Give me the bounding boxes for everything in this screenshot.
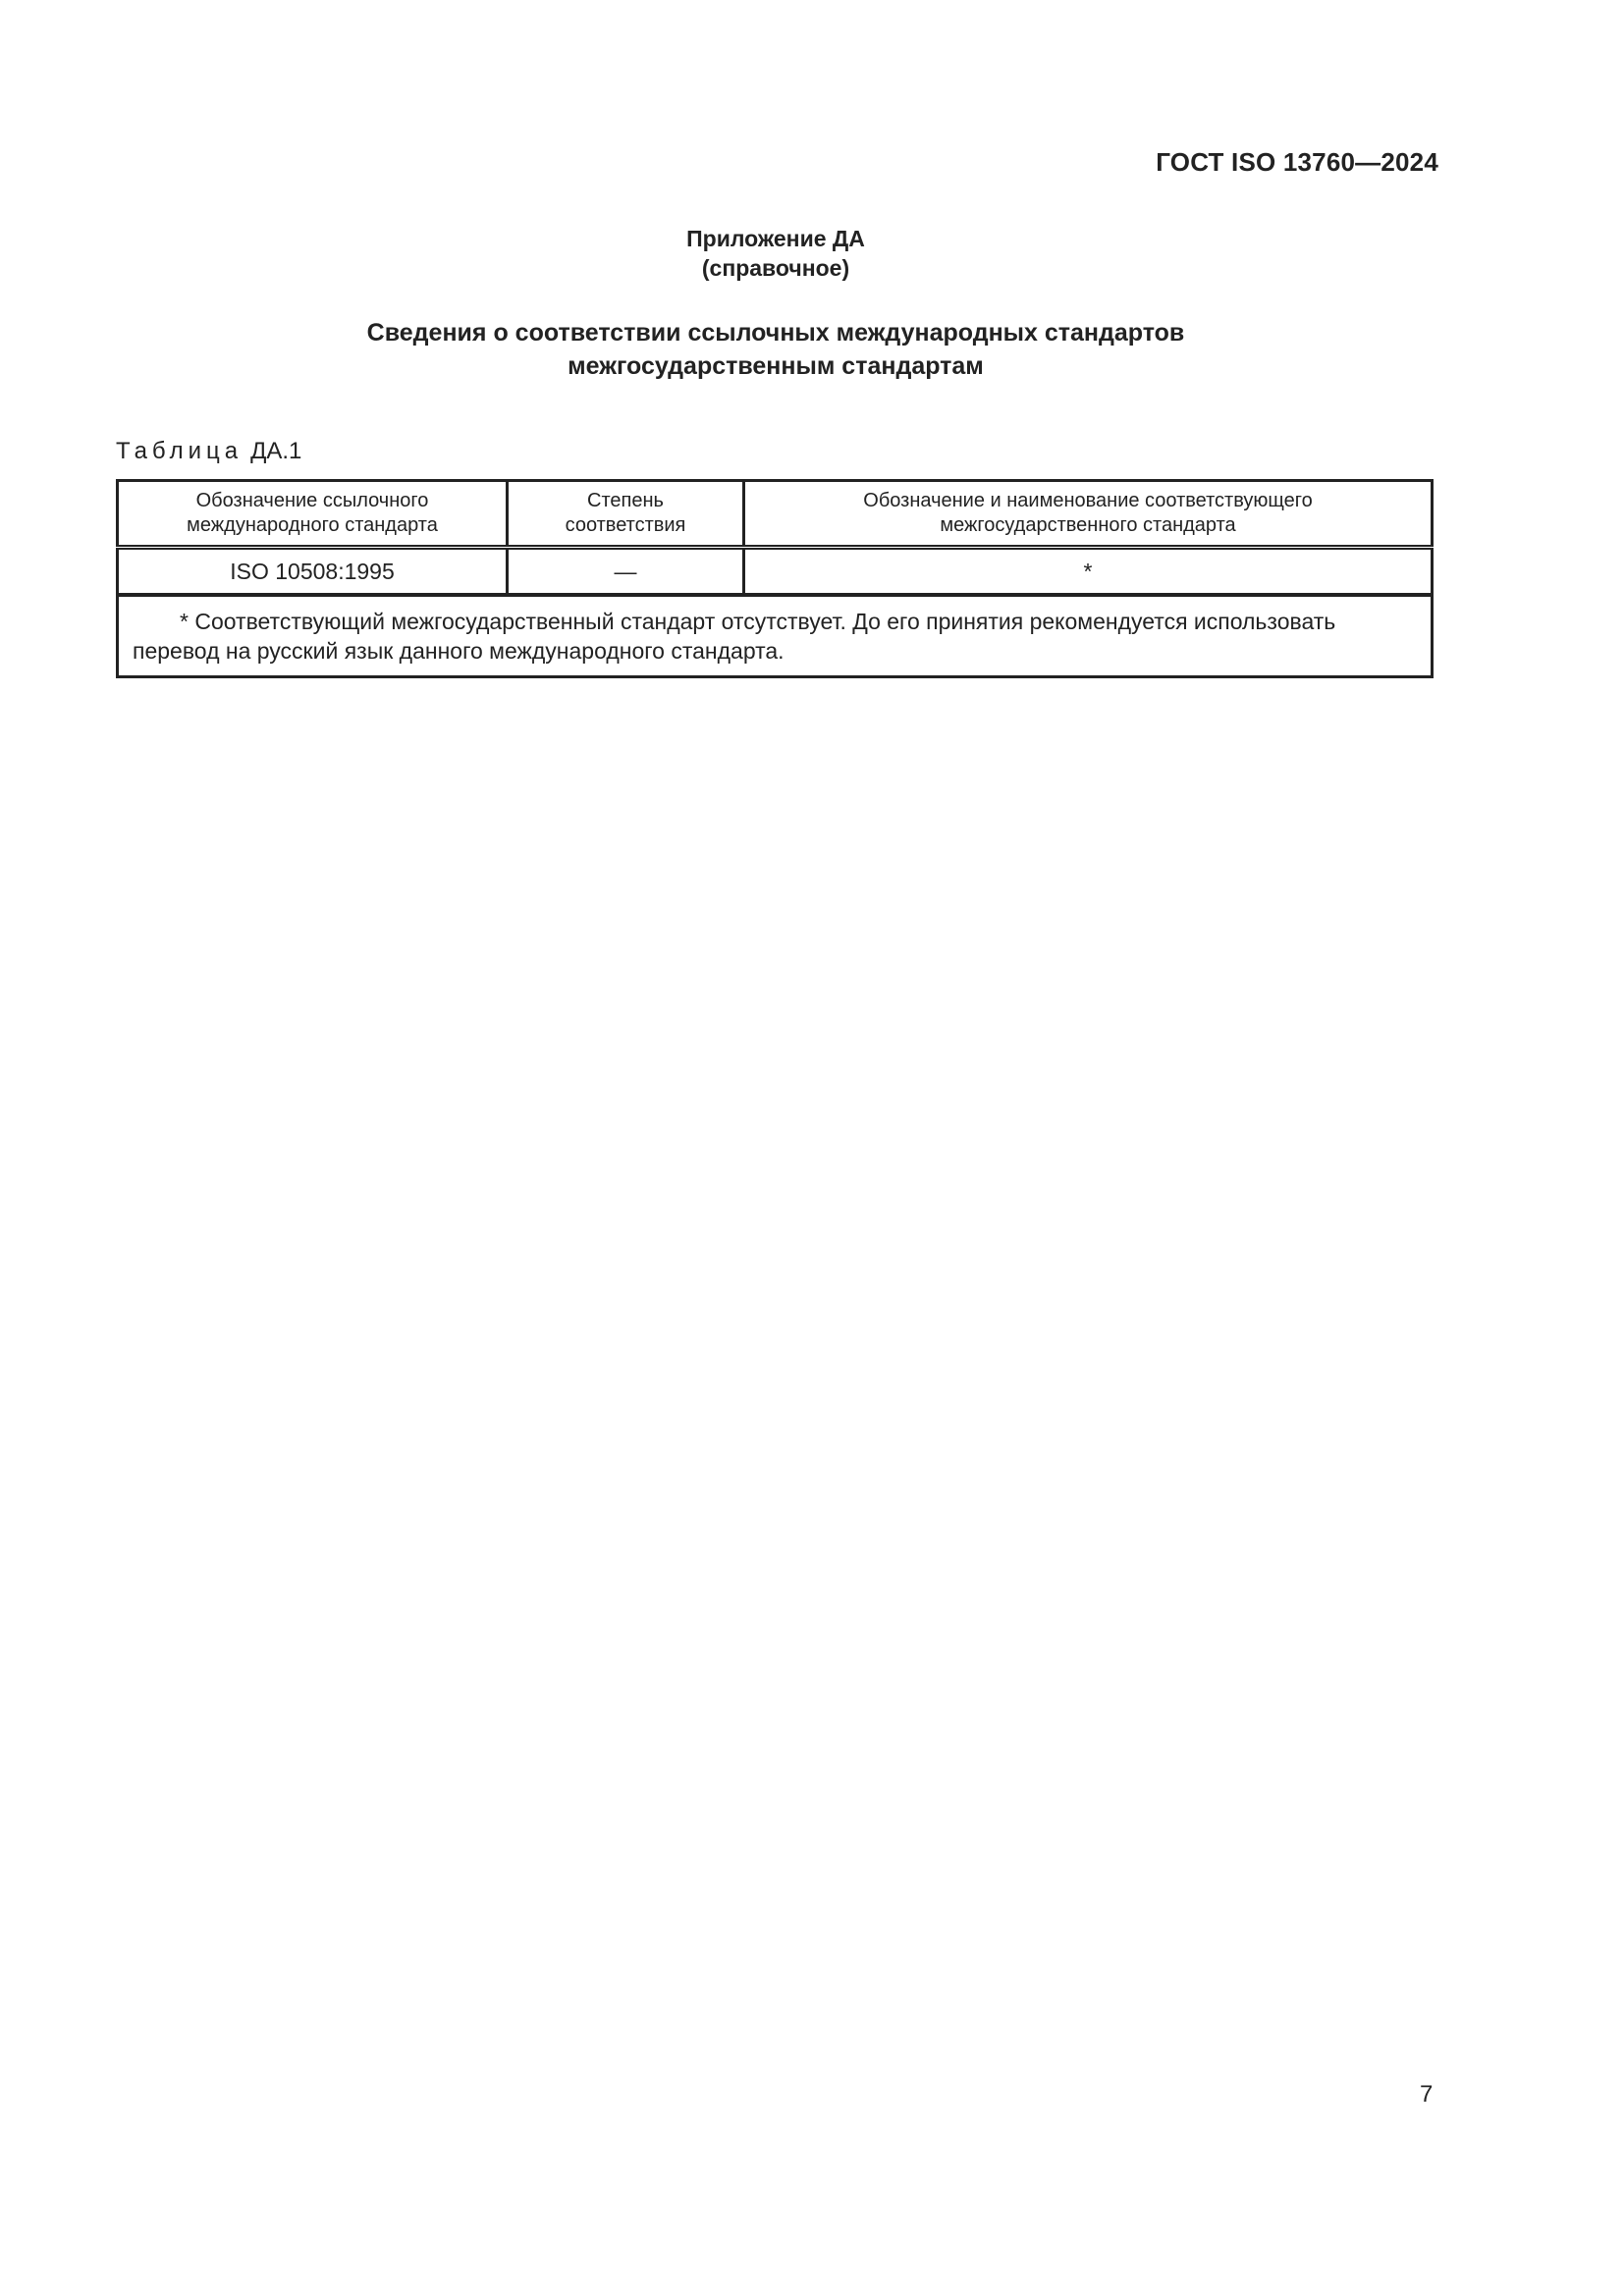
column-header-degree	[508, 481, 744, 548]
cell-standard: ISO 10508:1995	[118, 548, 508, 596]
appendix-title: Приложение ДА	[686, 226, 865, 251]
table-header-row	[118, 481, 1433, 548]
column-header-line: Обозначение и наименование соответствующего	[863, 490, 1313, 511]
page-number: 7	[1420, 2081, 1434, 2108]
table-footnote-row	[118, 595, 1433, 677]
section-title-line-2: межгосударственным стандартам	[568, 352, 984, 380]
section-title	[0, 316, 1551, 383]
table-caption-label: Таблица	[116, 438, 244, 464]
appendix-heading	[0, 224, 1551, 283]
column-header-interstate-standard	[744, 481, 1433, 548]
document-code: ГОСТ ISO 13760—2024	[1156, 147, 1438, 177]
cell-degree: —	[508, 548, 744, 596]
table-caption-number: ДА.1	[250, 438, 302, 464]
column-header-line: международного стандарта	[187, 514, 438, 536]
column-header-reference-standard	[118, 481, 508, 548]
column-header-line: Степень	[587, 490, 664, 511]
table-footnote: * Соответствующий межгосударственный стандарт отсутствует. До его принятия рекомендуется использовать перевод на русский язык данного международного стандарта.	[118, 595, 1433, 677]
appendix-subtitle: (справочное)	[701, 255, 850, 281]
column-header-line: Обозначение ссылочного	[195, 490, 429, 511]
table-row	[118, 548, 1433, 596]
column-header-line: соответствия	[565, 514, 686, 536]
cell-interstate: *	[744, 548, 1433, 596]
section-title-line-1: Сведения о соответствии ссылочных международных стандартов	[366, 319, 1185, 347]
table-caption	[116, 438, 301, 465]
reference-standards-table	[116, 479, 1434, 678]
column-header-line: межгосударственного стандарта	[940, 514, 1236, 536]
